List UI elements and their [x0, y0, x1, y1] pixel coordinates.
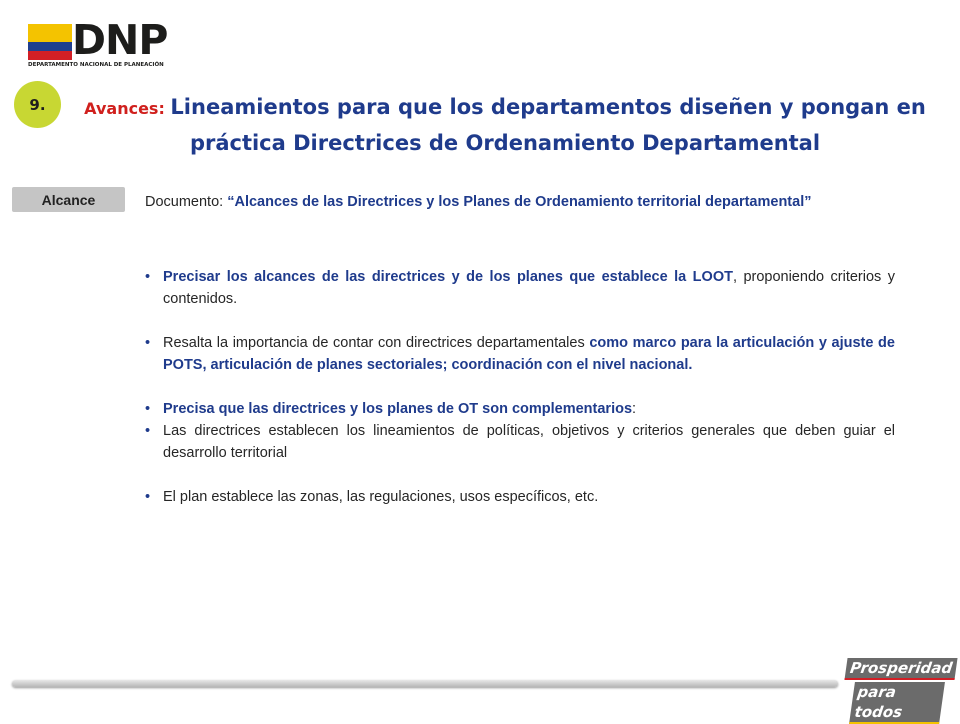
prosperidad-logo — [846, 658, 954, 721]
document-label: Documento: — [145, 194, 224, 210]
logo-subtitle: DEPARTAMENTO NACIONAL DE PLANEACIÓN — [28, 62, 164, 68]
dnp-logo — [28, 16, 188, 70]
title-lead: Avances: — [84, 99, 165, 118]
bullet-1-rest: , proponiendo criterios y contenidos. — [163, 269, 895, 307]
bullet-list — [145, 266, 895, 530]
title-line-1: Lineamientos para que los departamentos diseñen y pongan en — [170, 95, 926, 119]
bullet-3-bold: Precisa que las directrices y los planes de OT son complementarios — [163, 401, 633, 417]
colombia-flag-icon — [28, 24, 72, 60]
bullet-1-bold: Precisar los alcances de las directrices y de los planes que establece la LOOT — [163, 269, 733, 285]
bullet-item — [145, 398, 895, 420]
bullet-item — [145, 266, 895, 310]
slide-number-badge: 9. — [14, 81, 61, 128]
bullet-2-bold: como marco para la articulación y ajuste de POTS, articulación de planes sectoriales; coordinación con el nivel nacional. — [163, 335, 895, 373]
sub-bullet-item: • Las directrices establecen los lineamientos de políticas, objetivos y criterios generales que deben guiar el desarrollo territorial — [145, 420, 895, 464]
bullet-2-plain: Resalta la importancia de contar con directrices departamentales — [163, 335, 590, 351]
brand-line-2: para todos — [849, 682, 945, 724]
document-title: “Alcances de las Directrices y los Planes de Ordenamiento territorial departamental” — [227, 194, 812, 210]
title-line-2: práctica Directrices de Ordenamiento Departamental — [189, 131, 821, 155]
brand-line-1: Prosperidad — [844, 658, 957, 680]
footer-divider — [12, 680, 838, 687]
bullet-3-rest: : — [632, 401, 637, 417]
sub-bullet-item: • El plan establece las zonas, las regulaciones, usos específicos, etc. — [145, 486, 895, 508]
bullet-item — [145, 332, 895, 376]
document-line — [145, 194, 955, 210]
logo-wordmark: DNP — [72, 16, 168, 64]
slide-title — [60, 90, 950, 161]
scope-tag: Alcance — [12, 187, 125, 212]
sub-bullet-list — [145, 420, 895, 508]
